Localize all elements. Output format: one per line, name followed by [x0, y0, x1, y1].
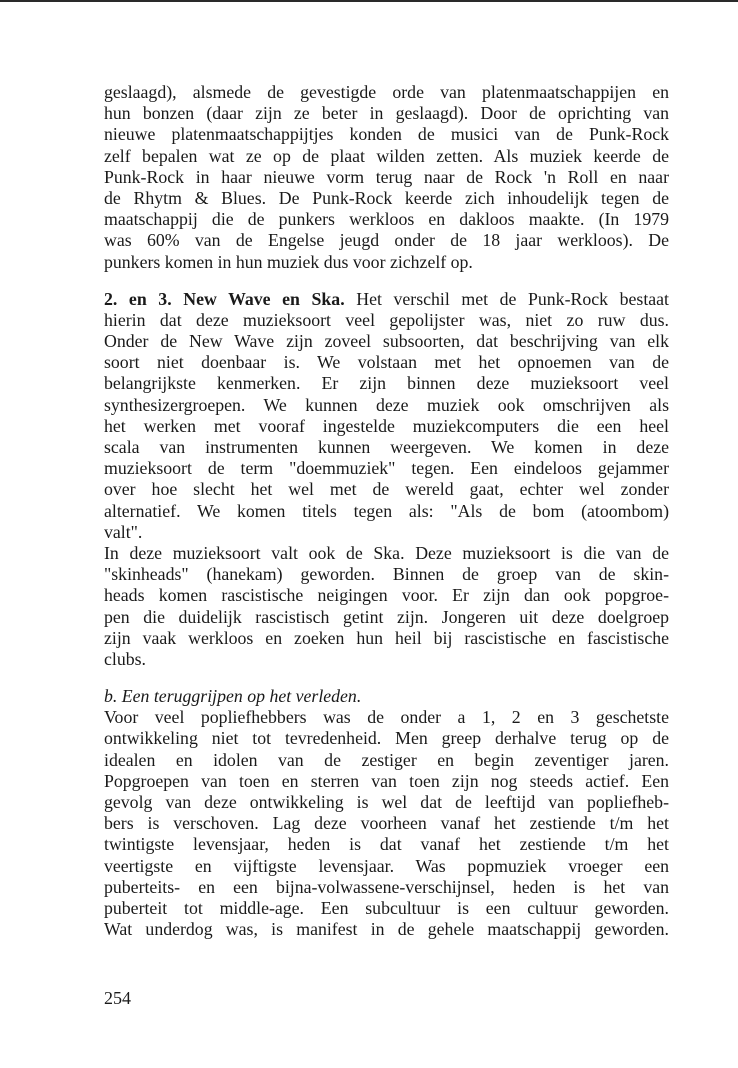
- text-line: nieuwe platenmaatschappijtjes konden de musici van de Punk-Rock: [104, 124, 669, 145]
- text-line: ontwikkeling niet tot tevredenheid. Men greep derhalve terug op de: [104, 728, 669, 749]
- text-line: alternatief. We komen titels tegen als: "Als de bom (atoombom): [104, 500, 669, 521]
- subsection-heading-verleden: b. Een teruggrijpen op het verleden.: [104, 686, 362, 707]
- section-heading-new-wave-ska: 2. en 3. New Wave en Ska.: [104, 288, 345, 309]
- text-line: pen die duidelijk rascistisch getint zijn. Jongeren uit deze doelgroep: [104, 606, 669, 627]
- text-line: hierin dat deze muzieksoort veel gepolijster was, niet zo ruw dus.: [104, 309, 669, 330]
- text-line: puberteit tot middle-age. Een subcultuur is een cultuur geworden.: [104, 897, 669, 918]
- text-line: clubs.: [104, 648, 146, 669]
- text-line: Popgroepen van toen en sterren van toen zijn nog steeds actief. Een: [104, 770, 669, 791]
- text-line: Punk-Rock in haar nieuwe vorm terug naar de Rock 'n Roll en naar: [104, 166, 669, 187]
- text-line: Onder de New Wave zijn zoveel subsoorten, dat beschrijving van elk: [104, 331, 669, 352]
- text-line: soort niet doenbaar is. We volstaan met het opnoemen van de: [104, 352, 669, 373]
- text-line: puberteits- en een bijna-volwassene-verschijnsel, heden is het van: [104, 876, 669, 897]
- paragraph-ska: [104, 543, 669, 670]
- text-line: geslaagd), alsmede de gevestigde orde van platenmaatschappijen en: [104, 82, 669, 102]
- text-line: maatschappij die de punkers werkloos en dakloos maakte. (In 1979: [104, 209, 669, 230]
- text-line: muzieksoort de term "doemmuziek" tegen. Een eindeloos gejammer: [104, 458, 669, 479]
- text-line: synthesizergroepen. We kunnen deze muziek ook omschrijven als: [104, 394, 669, 415]
- text-line: hun bonzen (daar zijn ze beter in geslaagd). Door de oprichting van: [104, 103, 669, 124]
- text-line: was 60% van de Engelse jeugd onder de 18 jaar werkloos). De: [104, 230, 669, 251]
- text-line: idealen en idolen van de zestiger en begin zeventiger jaren.: [104, 749, 669, 770]
- text-line: Wat underdog was, is manifest in de gehele maatschappij geworden.: [104, 919, 669, 940]
- subsection-verleden: [104, 686, 669, 940]
- text-line: zijn vaak werkloos en zoeken hun heil bij rascistische en fascistische: [104, 627, 669, 648]
- text-line: over hoe slecht het wel met de wereld gaat, echter wel zonder: [104, 479, 669, 500]
- text-line: veertigste en vijftigste levensjaar. Was popmuziek vroeger een: [104, 855, 669, 876]
- text-line: In deze muzieksoort valt ook de Ska. Deze muzieksoort is die van de: [104, 542, 669, 563]
- text-line: valt".: [104, 521, 143, 542]
- page-body: [104, 82, 669, 940]
- text-line: de Rhytm & Blues. De Punk-Rock keerde zich inhoudelijk tegen de: [104, 187, 669, 208]
- text-line: punkers komen in hun muziek dus voor zichzelf op.: [104, 251, 473, 272]
- text-line: het werken met vooraf ingestelde muziekcomputers die een heel: [104, 415, 669, 436]
- text-line: heads komen rascistische neigingen voor. Er zijn dan ook popgroe-: [104, 585, 669, 606]
- text-line: zelf bepalen wat ze op de plaat wilden zetten. Als muziek keerde de: [104, 145, 669, 166]
- text-line: twintigste levensjaar, heden is dat vanaf het zestiende t/m het: [104, 834, 669, 855]
- section-first-line: [104, 289, 669, 310]
- paragraph-punk-rock: [104, 82, 669, 273]
- paragraph-gap: [104, 670, 669, 686]
- text-line: scala van instrumenten kunnen weergeven. We komen in deze: [104, 437, 669, 457]
- page-number: 254: [104, 988, 131, 1008]
- paragraph-gap: [104, 273, 669, 289]
- top-border-rule: [0, 0, 738, 2]
- text-line: bers is verschoven. Lag deze voorheen vanaf het zestiende t/m het: [104, 813, 669, 834]
- text-line: "skinheads" (hanekam) geworden. Binnen de groep van de skin-: [104, 564, 669, 585]
- text-line: Voor veel popliefhebbers was de onder a 1, 2 en 3 geschetste: [104, 707, 669, 728]
- section-new-wave-ska: [104, 289, 669, 543]
- text-line: gevolg van deze ontwikkeling is wel dat de leeftijd van popliefheb-: [104, 792, 669, 812]
- text-line: belangrijkste kenmerken. Er zijn binnen deze muzieksoort veel: [104, 373, 669, 394]
- section-first-line-text: Het verschil met de Punk-Rock bestaat: [344, 288, 669, 309]
